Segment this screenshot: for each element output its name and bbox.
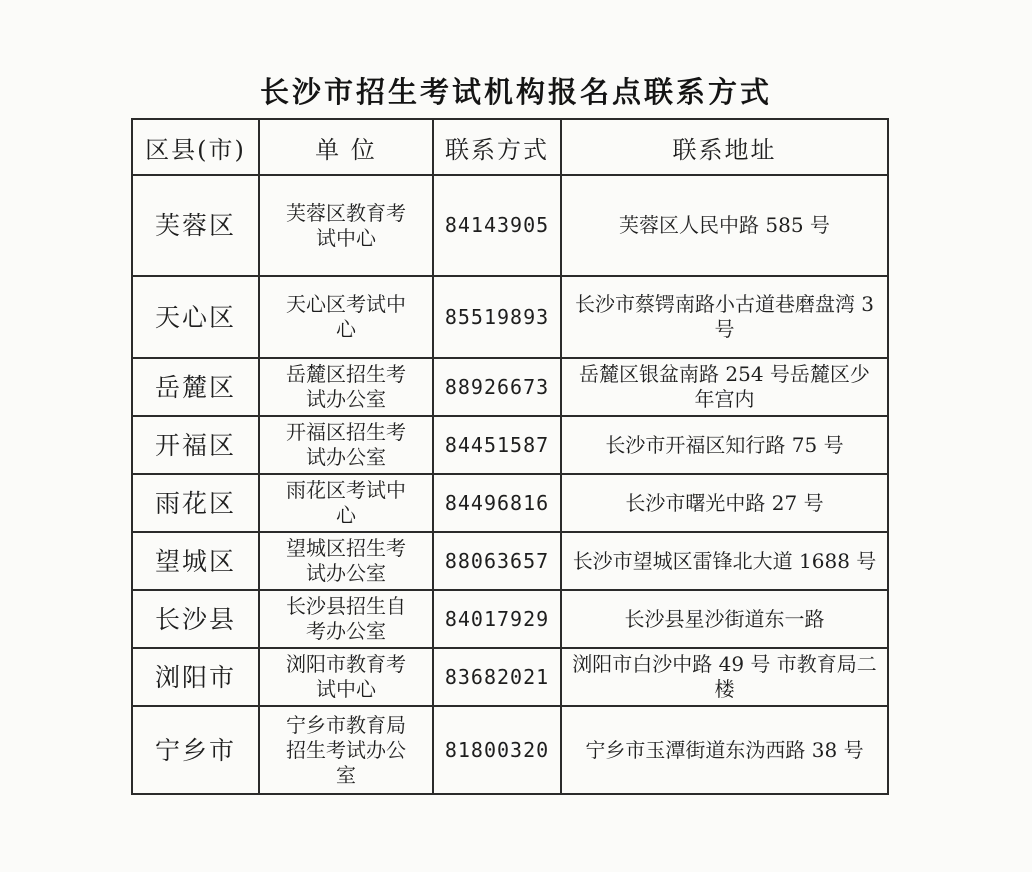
phone-cell: 81800320 [433, 706, 561, 794]
header-address: 联系地址 [561, 119, 888, 175]
unit-cell: 雨花区考试中心 [259, 474, 433, 532]
unit-cell: 长沙县招生自考办公室 [259, 590, 433, 648]
district-cell: 开福区 [132, 416, 259, 474]
address-cell: 岳麓区银盆南路 254 号岳麓区少年宫内 [561, 358, 888, 416]
table-row [132, 648, 888, 706]
header-unit: 单 位 [259, 119, 433, 175]
table-row [132, 706, 888, 794]
unit-cell: 天心区考试中心 [259, 276, 433, 358]
address-cell: 长沙市望城区雷锋北大道 1688 号 [561, 532, 888, 590]
table-row [132, 175, 888, 276]
district-cell: 长沙县 [132, 590, 259, 648]
unit-cell: 开福区招生考试办公室 [259, 416, 433, 474]
address-cell: 长沙市曙光中路 27 号 [561, 474, 888, 532]
district-cell: 望城区 [132, 532, 259, 590]
address-cell: 长沙县星沙街道东一路 [561, 590, 888, 648]
district-cell: 雨花区 [132, 474, 259, 532]
phone-cell: 88063657 [433, 532, 561, 590]
district-cell: 岳麓区 [132, 358, 259, 416]
table-row [132, 590, 888, 648]
table-row [132, 358, 888, 416]
district-cell: 天心区 [132, 276, 259, 358]
page-title: 长沙市招生考试机构报名点联系方式 [259, 75, 772, 109]
district-cell: 浏阳市 [132, 648, 259, 706]
unit-cell: 浏阳市教育考试中心 [259, 648, 433, 706]
contact-table [131, 118, 889, 795]
header-district: 区县(市) [132, 119, 259, 175]
header-row [132, 119, 888, 175]
phone-cell: 84143905 [433, 175, 561, 276]
district-cell: 宁乡市 [132, 706, 259, 794]
unit-cell: 宁乡市教育局招生考试办公室 [259, 706, 433, 794]
table-row [132, 276, 888, 358]
table-row [132, 474, 888, 532]
phone-cell: 85519893 [433, 276, 561, 358]
header-phone: 联系方式 [433, 119, 561, 175]
phone-cell: 84496816 [433, 474, 561, 532]
table-row [132, 532, 888, 590]
address-cell: 宁乡市玉潭街道东沩西路 38 号 [561, 706, 888, 794]
address-cell: 芙蓉区人民中路 585 号 [561, 175, 888, 276]
phone-cell: 83682021 [433, 648, 561, 706]
district-cell: 芙蓉区 [132, 175, 259, 276]
address-cell: 长沙市开福区知行路 75 号 [561, 416, 888, 474]
unit-cell: 望城区招生考试办公室 [259, 532, 433, 590]
phone-cell: 84017929 [433, 590, 561, 648]
table-row [132, 416, 888, 474]
phone-cell: 84451587 [433, 416, 561, 474]
unit-cell: 芙蓉区教育考试中心 [259, 175, 433, 276]
address-cell: 长沙市蔡锷南路小古道巷磨盘湾 3 号 [561, 276, 888, 358]
unit-cell: 岳麓区招生考试办公室 [259, 358, 433, 416]
phone-cell: 88926673 [433, 358, 561, 416]
address-cell: 浏阳市白沙中路 49 号 市教育局二楼 [561, 648, 888, 706]
